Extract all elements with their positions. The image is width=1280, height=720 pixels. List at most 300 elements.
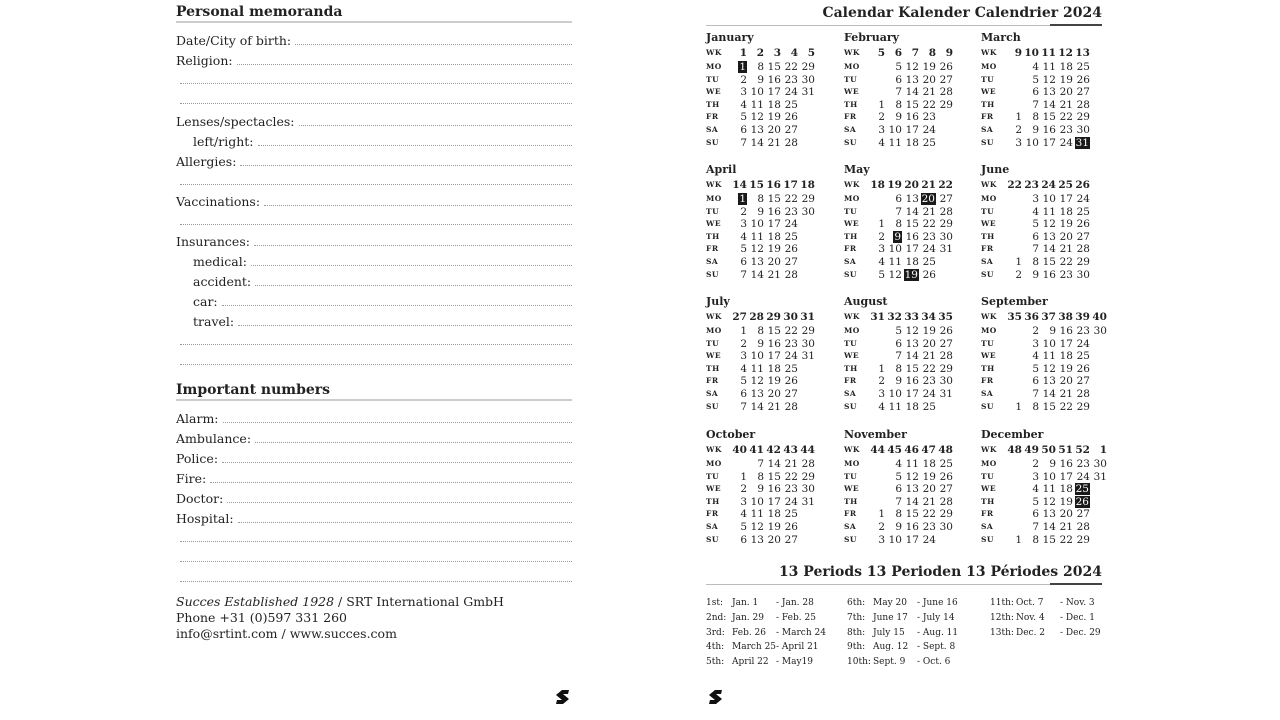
brand-logo-icon (553, 688, 571, 706)
day-label: TU (844, 206, 858, 216)
field-dotted-line[interactable] (180, 551, 572, 562)
day-number: 26 (784, 520, 798, 533)
day-label: TU (981, 74, 995, 84)
day-number: 2 (878, 111, 885, 124)
day-cell (902, 124, 919, 137)
day-number: 1 (740, 325, 747, 337)
day-number: 27 (939, 337, 953, 350)
field-dotted-line[interactable] (237, 54, 572, 65)
day-cell (747, 193, 764, 206)
field-dotted-line[interactable] (299, 115, 573, 126)
day-number: 18 (1059, 483, 1073, 496)
field-dotted-line[interactable] (180, 334, 572, 345)
week-number: 21 (921, 179, 936, 192)
day-cell (885, 86, 902, 99)
period-start: Dec. 2 (1016, 627, 1046, 638)
day-number: 6 (740, 533, 747, 546)
day-number: 16 (905, 230, 919, 243)
day-cell (1022, 86, 1039, 99)
day-cell (730, 534, 747, 547)
day-label: TH (706, 99, 720, 109)
week-number: 18 (870, 179, 885, 192)
day-number: 8 (1032, 111, 1039, 124)
day-number: 21 (922, 350, 936, 363)
day-number: 12 (905, 61, 919, 73)
day-cell (764, 269, 781, 282)
day-label: TU (981, 206, 995, 216)
day-number: 27 (1076, 375, 1090, 388)
day-number: 15 (905, 362, 919, 375)
day-cell (1005, 218, 1022, 231)
day-label: SU (844, 401, 857, 411)
field-dotted-line[interactable] (180, 93, 572, 104)
day-number: 5 (895, 325, 902, 337)
day-cell (1005, 496, 1022, 509)
day-number: 20 (921, 193, 935, 205)
day-cell (936, 521, 953, 534)
week-number: 26 (1075, 179, 1090, 192)
day-cell (747, 99, 764, 112)
day-cell (1022, 338, 1039, 351)
field-dotted-line[interactable] (251, 255, 572, 266)
day-number: 25 (784, 508, 798, 521)
period-number: 7th: (847, 612, 866, 623)
month-april (706, 164, 836, 281)
day-number: 7 (1032, 98, 1039, 111)
day-cell (936, 206, 953, 219)
day-label: TH (981, 99, 995, 109)
day-label: TU (706, 338, 720, 348)
day-number: 27 (939, 73, 953, 86)
week-number: 22 (938, 179, 953, 192)
day-cell (1056, 363, 1073, 376)
week-number: 34 (921, 311, 936, 324)
day-cell (1073, 111, 1090, 124)
day-cell (1022, 471, 1039, 484)
period-number: 2nd: (706, 612, 727, 623)
day-number: 22 (784, 325, 798, 337)
day-number: 17 (1059, 470, 1073, 483)
week-label: WK (844, 48, 860, 58)
field-row (176, 154, 572, 169)
day-cell (781, 350, 798, 363)
day-number: 28 (801, 458, 815, 470)
week-label: WK (981, 180, 997, 190)
day-cell (781, 521, 798, 534)
day-cell (902, 137, 919, 150)
day-cell (798, 137, 815, 150)
week-number: 31 (800, 311, 815, 324)
week-number: 19 (887, 179, 902, 192)
field-dotted-line[interactable] (210, 472, 572, 483)
day-cell (730, 269, 747, 282)
day-number: 27 (784, 255, 798, 268)
day-label: FR (981, 376, 994, 386)
day-label: MO (981, 62, 997, 71)
day-number: 23 (922, 111, 936, 124)
day-cell (781, 269, 798, 282)
day-number: 15 (905, 508, 919, 521)
field-dotted-line[interactable] (238, 315, 572, 326)
day-number: 30 (1076, 268, 1090, 281)
day-number: 12 (905, 325, 919, 337)
field-dotted-line[interactable] (180, 214, 572, 225)
day-cell (781, 256, 798, 269)
day-cell (1073, 534, 1090, 547)
day-cell (1022, 137, 1039, 150)
day-cell (1039, 218, 1056, 231)
day-cell (1056, 338, 1073, 351)
field-dotted-line[interactable] (227, 492, 572, 503)
day-cell (781, 401, 798, 414)
day-cell (1056, 86, 1073, 99)
day-number: 19 (1059, 495, 1073, 508)
day-cell (936, 483, 953, 496)
field-label: Hospital: (176, 511, 234, 526)
day-label: TH (981, 496, 995, 506)
day-cell (1022, 61, 1039, 74)
day-number: 11 (750, 230, 764, 243)
day-cell (1073, 269, 1090, 282)
day-label: TH (706, 363, 720, 373)
day-number: 10 (888, 387, 902, 400)
day-number: 26 (1076, 73, 1090, 86)
day-number: 15 (767, 193, 781, 205)
day-cell (1073, 496, 1090, 509)
day-cell (764, 483, 781, 496)
week-label: WK (844, 445, 860, 455)
day-cell (1039, 388, 1056, 401)
day-number: 1 (740, 470, 747, 483)
day-cell (1056, 350, 1073, 363)
day-number: 20 (767, 387, 781, 400)
day-cell (747, 231, 764, 244)
day-number: 28 (939, 86, 953, 99)
day-number: 19 (922, 61, 936, 73)
day-number: 28 (939, 350, 953, 363)
day-cell (798, 206, 815, 219)
day-cell (798, 61, 815, 74)
period-end: - Jan. 28 (776, 598, 814, 608)
day-cell (1090, 401, 1107, 414)
day-cell (902, 388, 919, 401)
week-label: WK (706, 312, 722, 322)
day-number: 9 (895, 111, 902, 124)
week-number: 3 (773, 47, 781, 60)
field-row (176, 53, 572, 68)
day-cell (1039, 471, 1056, 484)
periods-column (706, 596, 826, 670)
week-number: 40 (1092, 311, 1107, 324)
day-number: 14 (1042, 387, 1056, 400)
day-number: 16 (1059, 458, 1073, 470)
day-cell (747, 86, 764, 99)
day-number: 27 (784, 123, 798, 136)
day-number: 5 (1032, 362, 1039, 375)
day-cell (936, 74, 953, 87)
month-table (844, 178, 953, 281)
day-number: 15 (1042, 533, 1056, 546)
day-number: 21 (922, 86, 936, 99)
day-number: 18 (905, 400, 919, 413)
day-number: 28 (939, 495, 953, 508)
period-row (990, 626, 1110, 641)
day-cell (798, 218, 815, 231)
day-label: FR (981, 112, 994, 122)
week-number: 38 (1058, 311, 1073, 324)
day-cell (1005, 521, 1022, 534)
day-cell (798, 256, 815, 269)
day-cell (1005, 74, 1022, 87)
period-row (706, 596, 826, 611)
day-number: 30 (801, 337, 815, 350)
day-label: FR (706, 509, 719, 519)
field-dotted-line[interactable] (238, 512, 572, 523)
day-cell (1056, 496, 1073, 509)
day-number: 7 (757, 458, 764, 470)
day-label: TH (706, 231, 720, 241)
day-cell (764, 243, 781, 256)
week-number: 5 (877, 47, 885, 60)
day-cell (902, 193, 919, 206)
day-cell (868, 534, 885, 547)
period-start: Nov. 4 (1016, 612, 1045, 623)
week-number: 31 (870, 311, 885, 324)
day-number: 7 (1032, 243, 1039, 256)
day-cell (936, 508, 953, 521)
day-number: 8 (895, 98, 902, 111)
day-number: 9 (757, 73, 764, 86)
day-cell (1022, 193, 1039, 206)
day-cell (868, 111, 885, 124)
day-cell (919, 193, 936, 206)
month-october (706, 429, 836, 546)
day-label: TU (981, 471, 995, 481)
day-cell (747, 375, 764, 388)
day-cell (764, 111, 781, 124)
field-label: Vaccinations: (176, 194, 261, 209)
day-cell (1039, 350, 1056, 363)
field-dotted-line[interactable] (180, 73, 572, 84)
day-number: 27 (784, 533, 798, 546)
day-number: 1 (878, 218, 885, 231)
day-cell (1022, 206, 1039, 219)
day-cell (1022, 521, 1039, 534)
field-dotted-line[interactable] (254, 235, 572, 246)
day-cell (1073, 401, 1090, 414)
field-row (176, 411, 572, 426)
day-cell (1039, 206, 1056, 219)
day-cell (1090, 375, 1107, 388)
field-dotted-line[interactable] (295, 34, 572, 45)
day-cell (798, 269, 815, 282)
day-number: 18 (905, 136, 919, 149)
week-number: 39 (1075, 311, 1090, 324)
field-dotted-line[interactable] (223, 412, 572, 423)
day-number: 13 (905, 73, 919, 86)
field-dotted-line[interactable] (222, 452, 572, 463)
day-cell (919, 401, 936, 414)
field-row (176, 471, 572, 486)
month-name: January (706, 31, 754, 44)
day-cell (885, 325, 902, 338)
period-row (706, 626, 826, 641)
day-cell (936, 256, 953, 269)
month-table (981, 310, 1107, 413)
field-dotted-line[interactable] (240, 155, 572, 166)
month-name: September (981, 295, 1048, 308)
day-cell (1039, 256, 1056, 269)
period-row (847, 640, 967, 655)
day-cell (868, 86, 885, 99)
period-start: April 22 (732, 657, 769, 668)
period-row (990, 596, 1110, 611)
day-cell (1005, 193, 1022, 206)
week-number: 14 (732, 179, 747, 192)
day-number: 17 (767, 495, 781, 508)
month-name: December (981, 428, 1044, 441)
day-number: 5 (740, 520, 747, 533)
day-cell (1039, 338, 1056, 351)
day-cell (1073, 471, 1090, 484)
field-label: car: (193, 294, 218, 309)
day-number: 25 (1076, 350, 1090, 363)
field-dotted-line[interactable] (180, 531, 572, 542)
day-number: 10 (750, 350, 764, 363)
period-number: 9th: (847, 642, 866, 653)
day-number: 4 (878, 255, 885, 268)
day-number: 12 (750, 375, 764, 388)
day-number: 3 (878, 533, 885, 546)
day-cell (885, 206, 902, 219)
field-label: Date/City of birth: (176, 33, 292, 48)
day-number: 13 (1042, 86, 1056, 99)
day-number: 28 (1076, 243, 1090, 256)
day-number: 22 (1059, 400, 1073, 413)
day-cell (919, 243, 936, 256)
periods-column (847, 596, 967, 670)
week-number: 27 (732, 311, 747, 324)
field-dotted-line[interactable] (180, 571, 572, 582)
day-cell (868, 99, 885, 112)
day-number: 12 (750, 243, 764, 256)
day-label: WE (844, 484, 860, 494)
field-label: Allergies: (176, 154, 237, 169)
day-cell (1056, 521, 1073, 534)
periods-column (990, 596, 1110, 640)
week-number: 44 (800, 444, 815, 457)
day-cell (1073, 86, 1090, 99)
day-cell (902, 401, 919, 414)
day-number: 14 (750, 136, 764, 149)
day-cell (747, 496, 764, 509)
field-dotted-line[interactable] (180, 354, 572, 365)
field-label: Police: (176, 451, 219, 466)
month-table (706, 46, 815, 149)
field-label: Lenses/spectacles: (176, 114, 295, 129)
field-dotted-line[interactable] (255, 275, 572, 286)
day-cell (885, 471, 902, 484)
day-cell (885, 218, 902, 231)
day-number: 19 (922, 325, 936, 337)
day-cell (1090, 508, 1107, 521)
day-number: 10 (750, 495, 764, 508)
period-end: - Dec. 29 (1060, 627, 1101, 638)
day-cell (1005, 458, 1022, 471)
day-number: 24 (922, 533, 936, 546)
day-cell (1005, 401, 1022, 414)
month-name: August (844, 295, 888, 308)
day-cell (781, 86, 798, 99)
day-cell (919, 218, 936, 231)
day-number: 27 (1076, 230, 1090, 243)
day-cell (1056, 243, 1073, 256)
week-label: WK (981, 445, 997, 455)
day-number: 1 (878, 362, 885, 375)
day-number: 9 (895, 375, 902, 388)
day-cell (1022, 218, 1039, 231)
day-number: 21 (1059, 387, 1073, 400)
day-number: 25 (939, 458, 953, 470)
day-number: 13 (1042, 230, 1056, 243)
day-label: WE (706, 484, 722, 494)
day-number: 26 (1076, 218, 1090, 231)
field-dotted-line[interactable] (264, 195, 572, 206)
day-cell (902, 363, 919, 376)
day-number: 16 (905, 111, 919, 124)
day-number: 4 (740, 98, 747, 111)
day-cell (1039, 496, 1056, 509)
period-number: 10th: (847, 657, 871, 668)
field-dotted-line[interactable] (180, 174, 572, 185)
day-cell (885, 363, 902, 376)
periods-title: 13 Periods 13 Perioden 13 Périodes 2024 (778, 564, 1102, 580)
day-number: 21 (767, 400, 781, 413)
week-number: 10 (1024, 47, 1039, 60)
week-number: 6 (894, 47, 902, 60)
day-number: 11 (888, 400, 902, 413)
day-number: 19 (1059, 218, 1073, 231)
day-cell (1005, 338, 1022, 351)
day-number: 8 (1032, 533, 1039, 546)
day-number: 4 (1032, 205, 1039, 218)
field-dotted-line[interactable] (255, 432, 572, 443)
day-number: 25 (922, 136, 936, 149)
day-number: 11 (1042, 350, 1056, 363)
day-number: 1 (1015, 533, 1022, 546)
day-number: 13 (1042, 375, 1056, 388)
day-number: 16 (767, 337, 781, 350)
day-label: MO (706, 326, 722, 335)
day-cell (1056, 61, 1073, 74)
day-cell (1005, 269, 1022, 282)
day-cell (902, 521, 919, 534)
day-cell (868, 496, 885, 509)
day-cell (868, 363, 885, 376)
day-cell (936, 99, 953, 112)
day-cell (936, 350, 953, 363)
field-dotted-line[interactable] (258, 135, 572, 146)
day-cell (902, 269, 919, 282)
field-dotted-line[interactable] (222, 295, 572, 306)
day-label: WE (844, 219, 860, 229)
blank-field-row (176, 551, 572, 562)
day-cell (1073, 363, 1090, 376)
day-cell (936, 458, 953, 471)
day-number: 8 (757, 61, 764, 73)
day-cell (747, 458, 764, 471)
day-number: 1 (1015, 255, 1022, 268)
